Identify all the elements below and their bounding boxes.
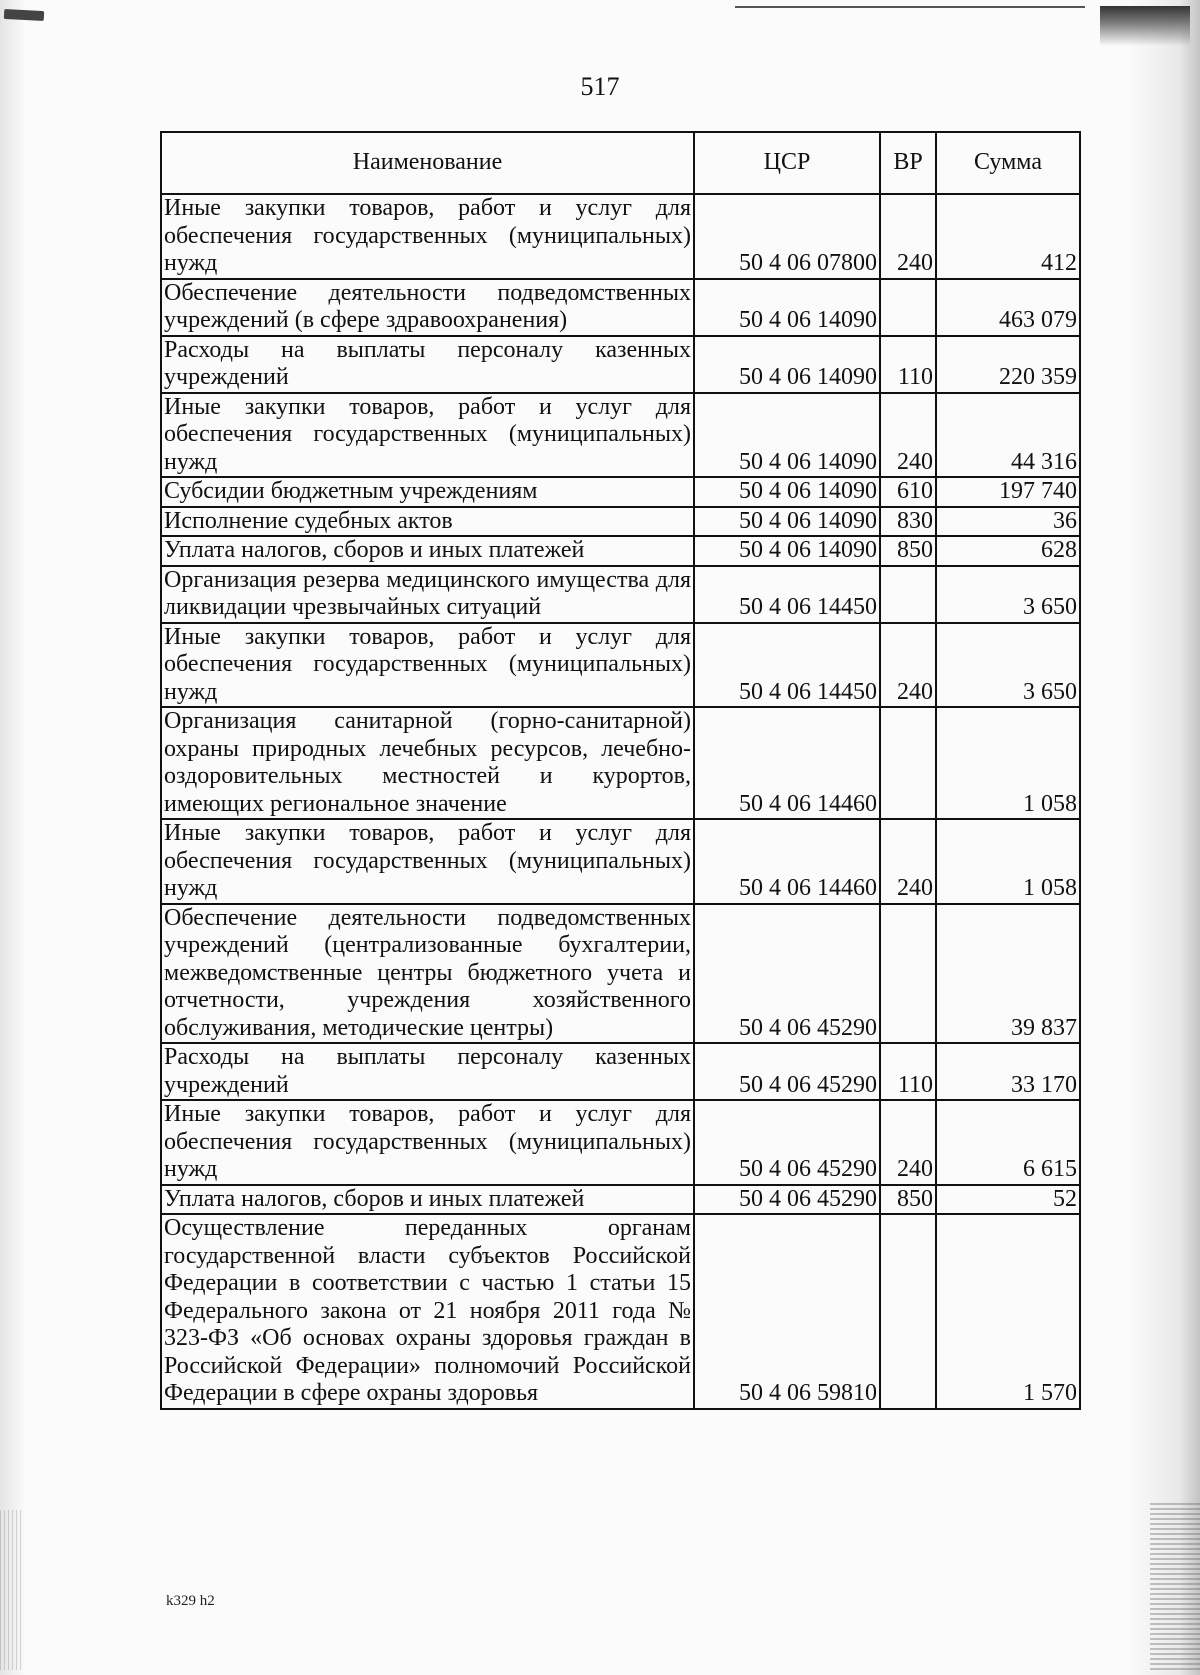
cell-name: Субсидии бюджетным учреждениям — [161, 477, 694, 507]
cell-csr: 50 4 06 45290 — [694, 1043, 880, 1100]
cell-vr: 240 — [880, 1100, 936, 1185]
table-row — [161, 477, 1080, 507]
cell-vr — [880, 566, 936, 623]
cell-vr: 850 — [880, 536, 936, 566]
cell-vr: 110 — [880, 336, 936, 393]
header-sum: Сумма — [936, 132, 1080, 194]
budget-table — [160, 131, 1081, 1410]
table-body — [161, 194, 1080, 1409]
cell-name: Уплата налогов, сборов и иных платежей — [161, 536, 694, 566]
cell-sum: 628 — [936, 536, 1080, 566]
cell-sum: 39 837 — [936, 904, 1080, 1044]
cell-csr: 50 4 06 14460 — [694, 707, 880, 819]
cell-name: Исполнение судебных актов — [161, 507, 694, 537]
cell-sum: 220 359 — [936, 336, 1080, 393]
cell-csr: 50 4 06 45290 — [694, 1100, 880, 1185]
cell-name: Обеспечение деятельности подведомственных учреждений (в сфере здравоохранения) — [161, 279, 694, 336]
table-row — [161, 393, 1080, 478]
scan-edge-right — [1130, 0, 1200, 1675]
cell-name: Организация резерва медицинского имущества для ликвидации чрезвычайных ситуаций — [161, 566, 694, 623]
cell-vr: 240 — [880, 623, 936, 708]
cell-csr: 50 4 06 14090 — [694, 393, 880, 478]
cell-csr: 50 4 06 45290 — [694, 904, 880, 1044]
cell-vr — [880, 904, 936, 1044]
cell-csr: 50 4 06 59810 — [694, 1214, 880, 1409]
cell-vr — [880, 1214, 936, 1409]
cell-sum: 1 058 — [936, 819, 1080, 904]
scan-speckle-left — [0, 1510, 22, 1670]
cell-name: Организация санитарной (горно-санитарной) охраны природных лечебных ресурсов, лечебно-оздоровительных местностей и курортов, имеющих региональное значение — [161, 707, 694, 819]
cell-name: Иные закупки товаров, работ и услуг для обеспечения государственных (муниципальных) нужд — [161, 819, 694, 904]
scan-speckle-right — [1150, 1500, 1200, 1670]
budget-table-container — [160, 131, 1079, 1410]
table-row — [161, 1100, 1080, 1185]
cell-vr: 830 — [880, 507, 936, 537]
cell-name: Иные закупки товаров, работ и услуг для обеспечения государственных (муниципальных) нужд — [161, 194, 694, 279]
cell-vr: 610 — [880, 477, 936, 507]
table-row — [161, 1185, 1080, 1215]
cell-name: Расходы на выплаты персоналу казенных учреждений — [161, 336, 694, 393]
cell-name: Иные закупки товаров, работ и услуг для обеспечения государственных (муниципальных) нужд — [161, 623, 694, 708]
table-row — [161, 507, 1080, 537]
cell-name: Иные закупки товаров, работ и услуг для обеспечения государственных (муниципальных) нужд — [161, 1100, 694, 1185]
table-row — [161, 566, 1080, 623]
table-row — [161, 536, 1080, 566]
cell-sum: 33 170 — [936, 1043, 1080, 1100]
scan-mark-top-right — [1100, 6, 1190, 46]
header-row — [161, 132, 1080, 194]
cell-sum: 6 615 — [936, 1100, 1080, 1185]
cell-csr: 50 4 06 14090 — [694, 279, 880, 336]
header-csr: ЦСР — [694, 132, 880, 194]
cell-sum: 36 — [936, 507, 1080, 537]
scan-mark-top-left — [4, 9, 44, 21]
header-name: Наименование — [161, 132, 694, 194]
table-header — [161, 132, 1080, 194]
table-row — [161, 819, 1080, 904]
cell-csr: 50 4 06 07800 — [694, 194, 880, 279]
page-number: 517 — [580, 72, 620, 101]
cell-vr: 240 — [880, 819, 936, 904]
scan-edge-left — [0, 0, 26, 1675]
cell-sum: 3 650 — [936, 623, 1080, 708]
cell-name: Осуществление переданных органам государственной власти субъектов Российской Федерации в соответствии с частью 1 статьи 15 Федерального закона от 21 ноября 2011 года № 323-ФЗ «Об основах охраны здоровья граждан в Российской Федерации» полномочий Российской Федерации в сфере охраны здоровья — [161, 1214, 694, 1409]
cell-vr: 850 — [880, 1185, 936, 1215]
cell-csr: 50 4 06 45290 — [694, 1185, 880, 1215]
cell-csr: 50 4 06 14090 — [694, 477, 880, 507]
cell-name: Уплата налогов, сборов и иных платежей — [161, 1185, 694, 1215]
table-row — [161, 707, 1080, 819]
cell-sum: 52 — [936, 1185, 1080, 1215]
table-row — [161, 279, 1080, 336]
cell-vr — [880, 707, 936, 819]
header-vr: ВР — [880, 132, 936, 194]
cell-name: Иные закупки товаров, работ и услуг для обеспечения государственных (муниципальных) нужд — [161, 393, 694, 478]
cell-csr: 50 4 06 14460 — [694, 819, 880, 904]
cell-csr: 50 4 06 14090 — [694, 507, 880, 537]
cell-name: Обеспечение деятельности подведомственных учреждений (централизованные бухгалтерии, межведомственные центры бюджетного учета и отчетности, учреждения хозяйственного обслуживания, методические центры) — [161, 904, 694, 1044]
cell-vr: 240 — [880, 194, 936, 279]
cell-sum: 463 079 — [936, 279, 1080, 336]
table-row — [161, 194, 1080, 279]
cell-csr: 50 4 06 14090 — [694, 536, 880, 566]
cell-vr — [880, 279, 936, 336]
footer-code: k329 h2 — [166, 1593, 215, 1609]
cell-sum: 44 316 — [936, 393, 1080, 478]
scan-line-top — [735, 6, 1085, 8]
cell-sum: 1 570 — [936, 1214, 1080, 1409]
table-row — [161, 1043, 1080, 1100]
cell-csr: 50 4 06 14090 — [694, 336, 880, 393]
table-row — [161, 904, 1080, 1044]
cell-sum: 1 058 — [936, 707, 1080, 819]
cell-sum: 3 650 — [936, 566, 1080, 623]
cell-csr: 50 4 06 14450 — [694, 623, 880, 708]
table-row — [161, 336, 1080, 393]
table-row — [161, 1214, 1080, 1409]
cell-sum: 197 740 — [936, 477, 1080, 507]
cell-sum: 412 — [936, 194, 1080, 279]
cell-vr: 110 — [880, 1043, 936, 1100]
cell-vr: 240 — [880, 393, 936, 478]
cell-name: Расходы на выплаты персоналу казенных учреждений — [161, 1043, 694, 1100]
cell-csr: 50 4 06 14450 — [694, 566, 880, 623]
table-row — [161, 623, 1080, 708]
